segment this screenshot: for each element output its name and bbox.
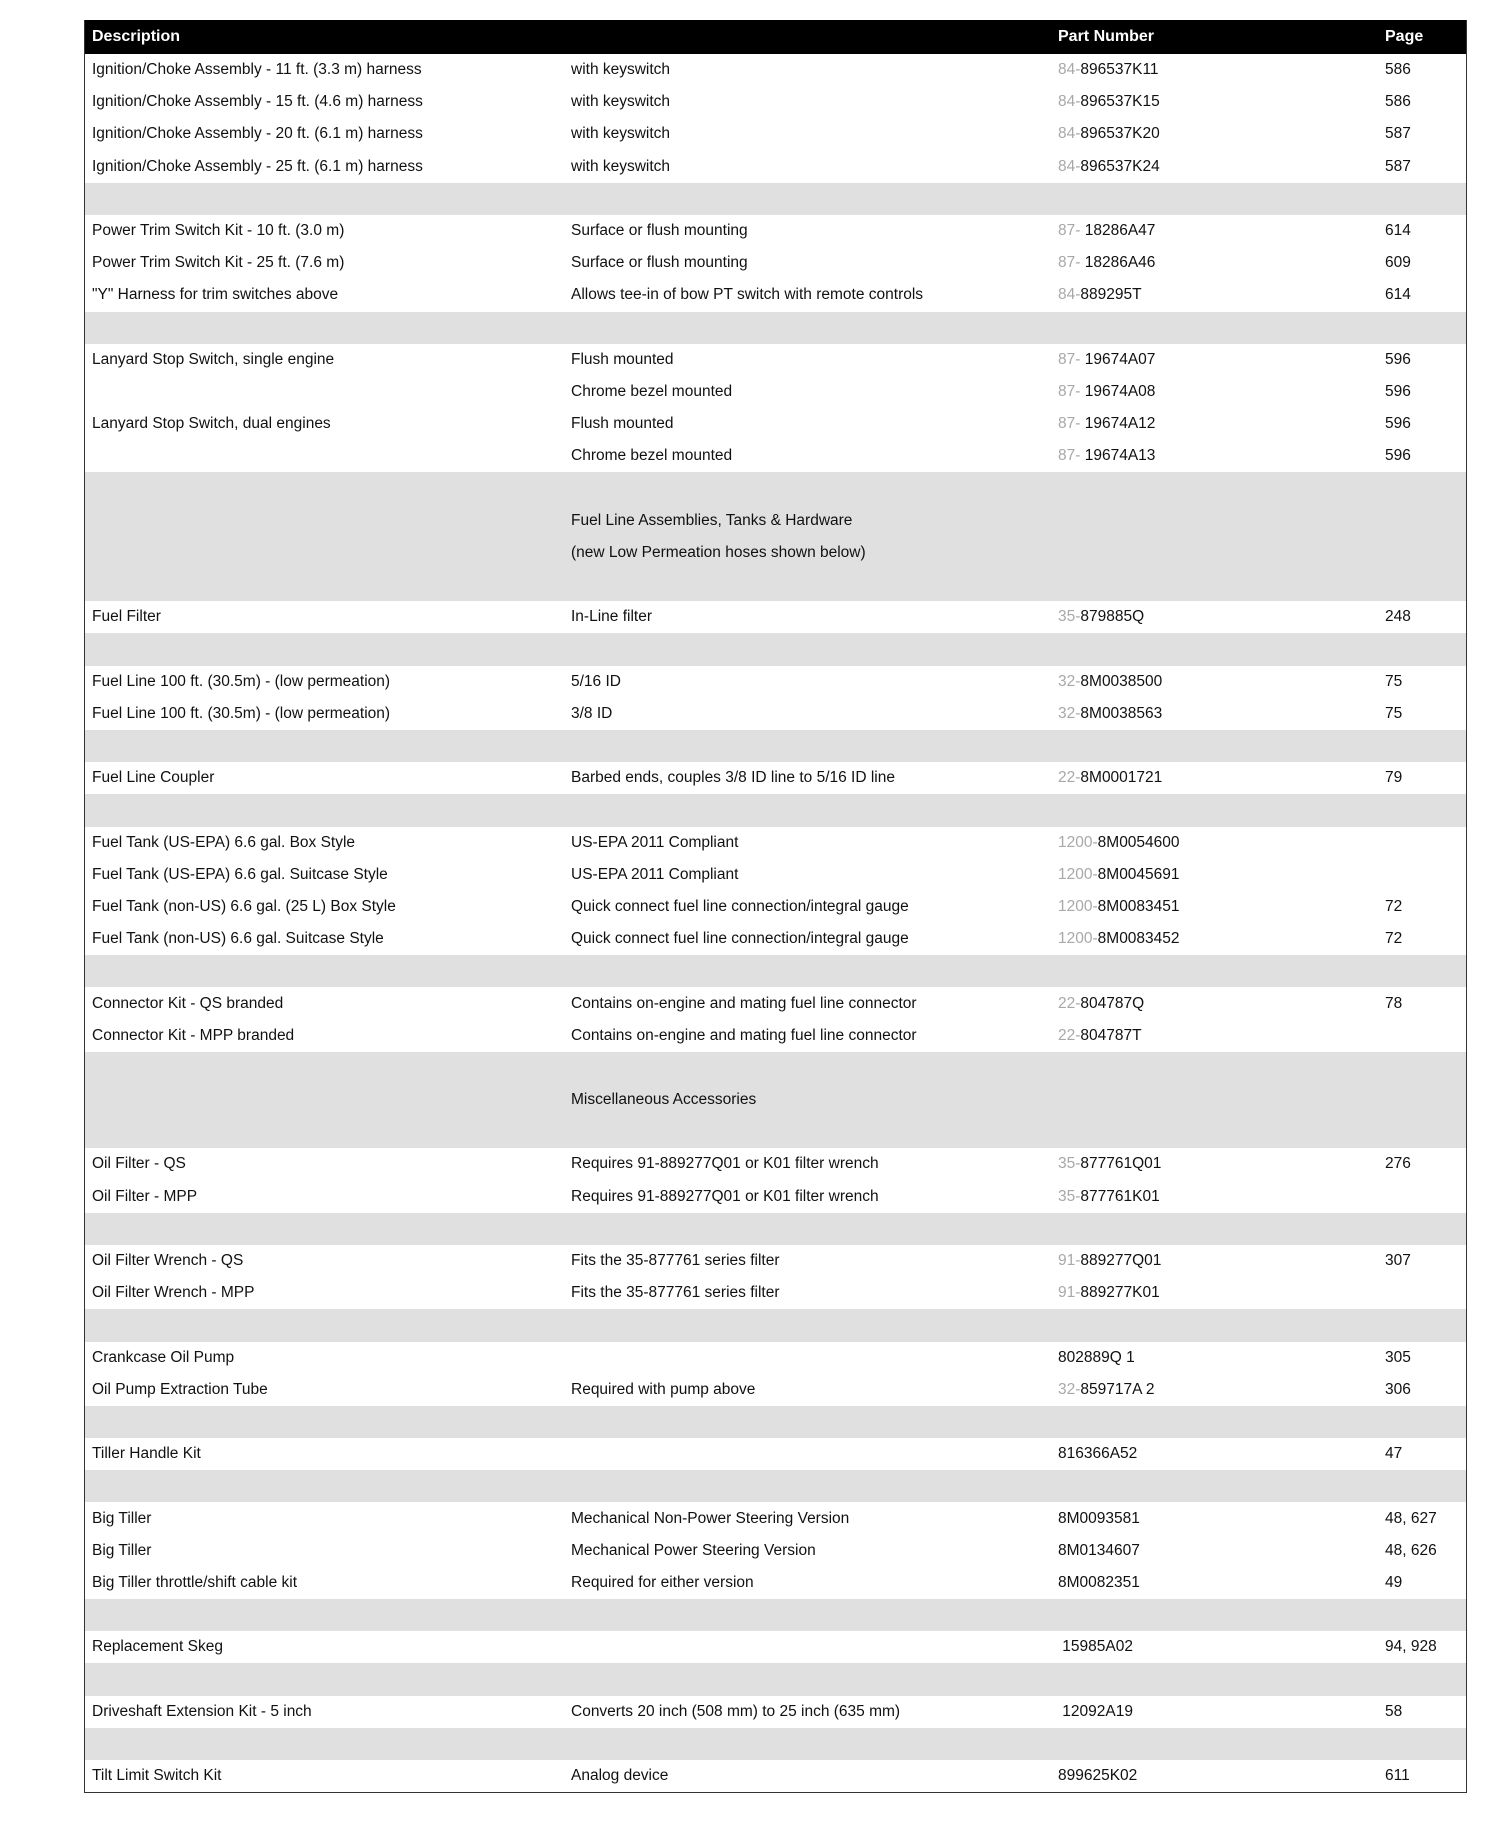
page-cell: 587 xyxy=(1385,125,1411,143)
table-row xyxy=(85,1696,1466,1728)
table-row xyxy=(85,923,1466,955)
part-number-cell xyxy=(1051,1349,1381,1367)
part-prefix: 35- xyxy=(1058,608,1081,626)
part-prefix: 84- xyxy=(1058,93,1081,111)
table-row xyxy=(85,1535,1466,1567)
page-cell: 75 xyxy=(1385,672,1403,690)
note-cell: US-EPA 2011 Compliant xyxy=(571,833,739,851)
table-row xyxy=(85,344,1466,376)
part-number: 804787Q xyxy=(1080,994,1145,1012)
description-cell: Oil Filter Wrench - MPP xyxy=(92,1284,255,1302)
part-prefix: 32- xyxy=(1058,672,1081,690)
part-number-cell xyxy=(1051,351,1381,369)
note-cell: Required with pump above xyxy=(571,1380,756,1398)
table-row xyxy=(85,279,1466,311)
row-separator xyxy=(85,1470,1466,1502)
description-cell: Power Trim Switch Kit - 25 ft. (7.6 m) xyxy=(92,254,345,272)
part-number: 8M0093581 xyxy=(1058,1509,1140,1527)
table-row xyxy=(85,859,1466,891)
description-cell: Tilt Limit Switch Kit xyxy=(92,1767,222,1785)
part-prefix: 22- xyxy=(1058,769,1081,787)
part-number: 877761Q01 xyxy=(1080,1155,1162,1173)
note-cell: Flush mounted xyxy=(571,350,674,368)
page-cell: 79 xyxy=(1385,769,1403,787)
note-cell: US-EPA 2011 Compliant xyxy=(571,865,739,883)
page-cell: 94, 928 xyxy=(1385,1638,1437,1656)
header-page: Page xyxy=(1385,28,1424,45)
description-cell: Big Tiller throttle/shift cable kit xyxy=(92,1573,298,1591)
part-number: 802889Q 1 xyxy=(1058,1348,1135,1366)
page-cell: 596 xyxy=(1385,415,1411,433)
part-number: 19674A08 xyxy=(1084,382,1156,400)
part-number-cell xyxy=(1051,1574,1381,1592)
table-row xyxy=(85,762,1466,794)
description-cell: Power Trim Switch Kit - 10 ft. (3.0 m) xyxy=(92,222,345,240)
part-number-cell xyxy=(1051,158,1381,176)
page-cell: 48, 627 xyxy=(1385,1509,1437,1527)
note-cell: Quick connect fuel line connection/integral gauge xyxy=(571,930,909,948)
part-number: 8M0045691 xyxy=(1097,865,1180,883)
part-number-cell xyxy=(1051,222,1381,240)
note-cell: Requires 91-889277Q01 or K01 filter wrench xyxy=(571,1155,879,1173)
row-separator xyxy=(85,1599,1466,1631)
note-cell: Contains on-engine and mating fuel line connector xyxy=(571,994,917,1012)
description-cell: Fuel Line 100 ft. (30.5m) - (low permeation) xyxy=(92,704,391,722)
part-prefix: 84- xyxy=(1058,61,1081,79)
description-cell: Ignition/Choke Assembly - 11 ft. (3.3 m) harness xyxy=(92,61,422,79)
part-number-cell xyxy=(1051,1510,1381,1528)
table-row xyxy=(85,1181,1466,1213)
part-number: 18286A47 xyxy=(1084,222,1156,240)
row-separator xyxy=(85,183,1466,215)
header-description: Description xyxy=(92,28,181,45)
part-number: 877761K01 xyxy=(1080,1187,1160,1205)
part-prefix: 84- xyxy=(1058,157,1081,175)
part-number: 19674A13 xyxy=(1084,447,1156,465)
page-cell: 609 xyxy=(1385,254,1411,272)
page-cell: 306 xyxy=(1385,1380,1411,1398)
description-cell: Fuel Line Coupler xyxy=(92,769,215,787)
description-cell: Oil Filter - MPP xyxy=(92,1187,198,1205)
table-row xyxy=(85,1342,1466,1374)
page-cell: 586 xyxy=(1385,61,1411,79)
note-cell: Allows tee-in of bow PT switch with remote controls xyxy=(571,286,924,304)
part-number-cell xyxy=(1051,383,1381,401)
note-cell: Chrome bezel mounted xyxy=(571,447,733,465)
part-number: 889277Q01 xyxy=(1080,1252,1162,1270)
part-number: 19674A12 xyxy=(1084,415,1156,433)
note-cell: 5/16 ID xyxy=(571,672,621,690)
section-heading-row xyxy=(85,505,1466,537)
table-row xyxy=(85,1567,1466,1599)
note-cell: Quick connect fuel line connection/integral gauge xyxy=(571,897,909,915)
table-row xyxy=(85,376,1466,408)
section-heading-row xyxy=(85,1084,1466,1116)
part-number-cell xyxy=(1051,898,1381,916)
part-prefix: 1200- xyxy=(1058,833,1098,851)
part-number: 8M0001721 xyxy=(1080,769,1163,787)
part-prefix: 35- xyxy=(1058,1187,1081,1205)
page-cell: 614 xyxy=(1385,286,1411,304)
table-row xyxy=(85,1148,1466,1180)
table-row xyxy=(85,247,1466,279)
note-cell: with keyswitch xyxy=(571,125,671,143)
table-row xyxy=(85,987,1466,1019)
description-cell: Fuel Tank (non-US) 6.6 gal. (25 L) Box Style xyxy=(92,897,396,915)
note-cell: Required for either version xyxy=(571,1573,754,1591)
description-cell: "Y" Harness for trim switches above xyxy=(92,286,339,304)
row-separator xyxy=(85,1116,1466,1148)
table-row xyxy=(85,1631,1466,1663)
note-cell: with keyswitch xyxy=(571,157,671,175)
description-cell: Fuel Filter xyxy=(92,608,161,626)
part-number: 8M0083452 xyxy=(1097,930,1180,948)
table-row xyxy=(85,1020,1466,1052)
part-number-cell xyxy=(1051,705,1381,723)
section-heading-row xyxy=(85,537,1466,569)
part-prefix: 87- xyxy=(1058,382,1085,400)
page-cell: 72 xyxy=(1385,897,1403,915)
part-number-cell xyxy=(1051,1252,1381,1270)
page-cell: 586 xyxy=(1385,93,1411,111)
table-header xyxy=(85,20,1466,54)
section-heading: (new Low Permeation hoses shown below) xyxy=(571,543,866,561)
page-cell: 49 xyxy=(1385,1573,1403,1591)
description-cell: Connector Kit - QS branded xyxy=(92,994,284,1012)
part-number-cell xyxy=(1051,834,1381,852)
row-separator xyxy=(85,1406,1466,1438)
row-separator xyxy=(85,1663,1466,1695)
part-number-cell xyxy=(1051,1284,1381,1302)
note-cell: Fits the 35-877761 series filter xyxy=(571,1284,780,1302)
part-prefix: 84- xyxy=(1058,286,1081,304)
part-number: 889277K01 xyxy=(1080,1284,1160,1302)
part-number: 859717A 2 xyxy=(1080,1380,1155,1398)
part-prefix: 35- xyxy=(1058,1155,1081,1173)
table-row xyxy=(85,666,1466,698)
part-number-cell xyxy=(1051,1027,1381,1045)
note-cell: with keyswitch xyxy=(571,93,671,111)
description-cell: Big Tiller xyxy=(92,1541,152,1559)
description-cell: Oil Pump Extraction Tube xyxy=(92,1380,268,1398)
table-row xyxy=(85,408,1466,440)
row-separator xyxy=(85,312,1466,344)
part-number: 804787T xyxy=(1080,1026,1142,1044)
part-number: 896537K11 xyxy=(1080,61,1159,79)
part-prefix: 87- xyxy=(1058,447,1085,465)
part-prefix: 87- xyxy=(1058,222,1085,240)
table-row xyxy=(85,601,1466,633)
page-cell: 276 xyxy=(1385,1155,1411,1173)
note-cell: Flush mounted xyxy=(571,415,674,433)
section-heading: Miscellaneous Accessories xyxy=(571,1091,757,1109)
part-number-cell xyxy=(1051,1155,1381,1173)
part-number-cell xyxy=(1051,254,1381,272)
section-spacer xyxy=(85,472,1466,504)
part-number-cell xyxy=(1051,1381,1381,1399)
part-prefix: 91- xyxy=(1058,1284,1081,1302)
table-row xyxy=(85,440,1466,472)
part-number: 879885Q xyxy=(1080,608,1145,626)
row-separator xyxy=(85,569,1466,601)
part-prefix: 87- xyxy=(1058,254,1085,272)
part-number-cell xyxy=(1051,608,1381,626)
part-number: 8M0134607 xyxy=(1058,1541,1140,1559)
part-prefix: 91- xyxy=(1058,1252,1081,1270)
table-row xyxy=(85,1374,1466,1406)
note-cell: 3/8 ID xyxy=(571,704,613,722)
part-prefix: 84- xyxy=(1058,125,1081,143)
table-row xyxy=(85,86,1466,118)
page-cell: 72 xyxy=(1385,930,1403,948)
section-heading: Fuel Line Assemblies, Tanks & Hardware xyxy=(571,511,853,529)
table-row xyxy=(85,1438,1466,1470)
part-number: 8M0038500 xyxy=(1080,672,1163,690)
page-cell: 614 xyxy=(1385,222,1411,240)
page-cell: 58 xyxy=(1385,1702,1403,1720)
table-row xyxy=(85,1502,1466,1534)
part-number-cell xyxy=(1051,1638,1381,1656)
part-prefix: 22- xyxy=(1058,994,1081,1012)
row-separator xyxy=(85,1309,1466,1341)
part-prefix: 22- xyxy=(1058,1026,1081,1044)
table-row xyxy=(85,891,1466,923)
page-cell: 47 xyxy=(1385,1445,1403,1463)
note-cell: In-Line filter xyxy=(571,608,652,626)
table-row xyxy=(85,151,1466,183)
part-number-cell xyxy=(1051,415,1381,433)
row-separator xyxy=(85,1213,1466,1245)
part-number: 15985A02 xyxy=(1058,1638,1133,1656)
description-cell: Tiller Handle Kit xyxy=(92,1445,201,1463)
note-cell: Mechanical Power Steering Version xyxy=(571,1541,816,1559)
part-prefix: 32- xyxy=(1058,1380,1081,1398)
part-number-cell xyxy=(1051,125,1381,143)
page-cell: 305 xyxy=(1385,1348,1411,1366)
note-cell: Surface or flush mounting xyxy=(571,222,748,240)
description-cell: Lanyard Stop Switch, single engine xyxy=(92,350,335,368)
part-number-cell xyxy=(1051,93,1381,111)
part-number-cell xyxy=(1051,61,1381,79)
part-number: 896537K15 xyxy=(1080,93,1160,111)
row-separator xyxy=(85,955,1466,987)
note-cell: Analog device xyxy=(571,1767,669,1785)
description-cell: Oil Filter - QS xyxy=(92,1155,186,1173)
page-cell: 78 xyxy=(1385,994,1403,1012)
page-cell: 596 xyxy=(1385,447,1411,465)
description-cell: Crankcase Oil Pump xyxy=(92,1348,235,1366)
table-body xyxy=(85,54,1466,1792)
description-cell: Oil Filter Wrench - QS xyxy=(92,1252,244,1270)
page-cell: 596 xyxy=(1385,382,1411,400)
part-prefix: 32- xyxy=(1058,704,1081,722)
note-cell: with keyswitch xyxy=(571,61,671,79)
part-number-cell xyxy=(1051,447,1381,465)
header-part-number: Part Number xyxy=(1058,28,1155,45)
part-number-cell xyxy=(1051,1188,1381,1206)
part-number-cell xyxy=(1051,1767,1381,1785)
page-cell: 307 xyxy=(1385,1252,1411,1270)
description-cell: Replacement Skeg xyxy=(92,1638,223,1656)
note-cell: Chrome bezel mounted xyxy=(571,382,733,400)
description-cell: Big Tiller xyxy=(92,1509,152,1527)
note-cell: Converts 20 inch (508 mm) to 25 inch (635 mm) xyxy=(571,1702,901,1720)
table-row xyxy=(85,1760,1466,1792)
part-number: 19674A07 xyxy=(1084,350,1156,368)
description-cell: Lanyard Stop Switch, dual engines xyxy=(92,415,331,433)
table-row xyxy=(85,1245,1466,1277)
row-separator xyxy=(85,633,1466,665)
table-row xyxy=(85,827,1466,859)
part-number: 889295T xyxy=(1080,286,1142,304)
part-number: 8M0054600 xyxy=(1097,833,1180,851)
part-number: 896537K24 xyxy=(1080,157,1160,175)
part-prefix: 1200- xyxy=(1058,930,1098,948)
part-prefix: 87- xyxy=(1058,415,1085,433)
note-cell: Mechanical Non-Power Steering Version xyxy=(571,1509,850,1527)
description-cell: Ignition/Choke Assembly - 15 ft. (4.6 m) harness xyxy=(92,93,423,111)
part-prefix: 1200- xyxy=(1058,865,1098,883)
section-spacer xyxy=(85,1052,1466,1084)
part-prefix: 1200- xyxy=(1058,897,1098,915)
table-row xyxy=(85,118,1466,150)
part-number-cell xyxy=(1051,1445,1381,1463)
part-number-cell xyxy=(1051,1542,1381,1560)
page-cell: 596 xyxy=(1385,350,1411,368)
note-cell: Surface or flush mounting xyxy=(571,254,748,272)
description-cell: Driveshaft Extension Kit - 5 inch xyxy=(92,1702,312,1720)
part-number: 896537K20 xyxy=(1080,125,1160,143)
page-cell: 611 xyxy=(1385,1767,1410,1785)
part-number-cell xyxy=(1051,673,1381,691)
part-number: 8M0083451 xyxy=(1097,897,1180,915)
note-cell: Requires 91-889277Q01 or K01 filter wrench xyxy=(571,1187,879,1205)
part-number: 8M0038563 xyxy=(1080,704,1163,722)
description-cell: Fuel Tank (non-US) 6.6 gal. Suitcase Style xyxy=(92,930,384,948)
description-cell: Fuel Tank (US-EPA) 6.6 gal. Suitcase Style xyxy=(92,865,388,883)
part-number-cell xyxy=(1051,286,1381,304)
part-prefix: 87- xyxy=(1058,350,1085,368)
page-cell: 587 xyxy=(1385,157,1411,175)
part-number: 8M0082351 xyxy=(1058,1573,1140,1591)
part-number: 816366A52 xyxy=(1058,1445,1138,1463)
parts-table xyxy=(84,20,1467,1793)
part-number-cell xyxy=(1051,995,1381,1013)
part-number: 899625K02 xyxy=(1058,1767,1138,1785)
part-number-cell xyxy=(1051,769,1381,787)
part-number: 18286A46 xyxy=(1084,254,1156,272)
description-cell: Ignition/Choke Assembly - 20 ft. (6.1 m) harness xyxy=(92,125,423,143)
description-cell: Connector Kit - MPP branded xyxy=(92,1026,295,1044)
note-cell: Contains on-engine and mating fuel line connector xyxy=(571,1026,917,1044)
description-cell: Fuel Tank (US-EPA) 6.6 gal. Box Style xyxy=(92,833,356,851)
part-number-cell xyxy=(1051,930,1381,948)
table-row xyxy=(85,1277,1466,1309)
page-cell: 75 xyxy=(1385,704,1403,722)
part-number: 12092A19 xyxy=(1058,1702,1133,1720)
part-number-cell xyxy=(1051,866,1381,884)
description-cell: Fuel Line 100 ft. (30.5m) - (low permeation) xyxy=(92,672,391,690)
page-cell: 48, 626 xyxy=(1385,1541,1437,1559)
table-row xyxy=(85,215,1466,247)
row-separator xyxy=(85,730,1466,762)
part-number-cell xyxy=(1051,1703,1381,1721)
table-row xyxy=(85,698,1466,730)
page-cell: 248 xyxy=(1385,608,1411,626)
description-cell: Ignition/Choke Assembly - 25 ft. (6.1 m) harness xyxy=(92,157,423,175)
row-separator xyxy=(85,794,1466,826)
row-separator xyxy=(85,1728,1466,1760)
note-cell: Barbed ends, couples 3/8 ID line to 5/16 ID line xyxy=(571,769,895,787)
note-cell: Fits the 35-877761 series filter xyxy=(571,1252,780,1270)
table-row xyxy=(85,54,1466,86)
